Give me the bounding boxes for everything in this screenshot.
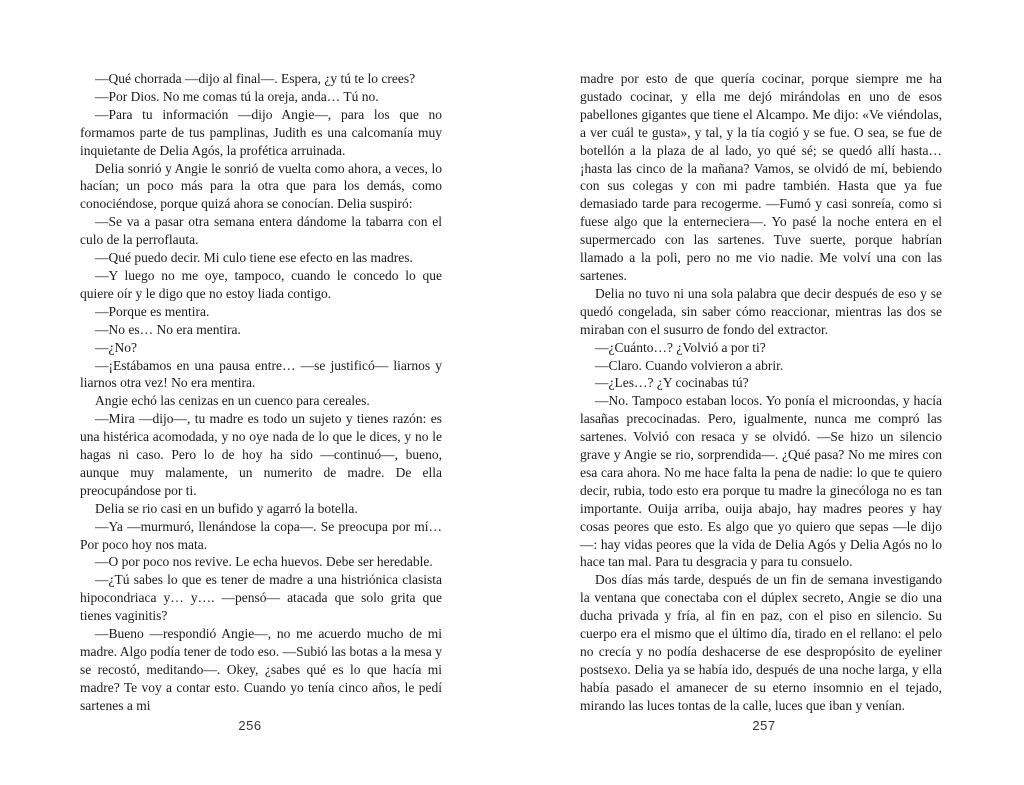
left-page-text: [80, 70, 442, 715]
paragraph: —¡Estábamos en una pausa entre… —se justificó— liarnos y liarnos otra vez! No era mentira.: [80, 357, 442, 391]
right-page: [512, 0, 1024, 785]
paragraph: Dos días más tarde, después de un fin de semana investigando la ventana que conectaba con el dúplex secreto, Angie se dio una ducha privada y fría, al fin en paz, con el piso en silencio. Su cuerpo era el mismo que el último día, tirado en el rellano: el pelo no crecía y no podía deshacerse de ese despropósito de eyeliner postsexo. Delia ya se había ido, después de una noche larga, y ella había pasado el amanecer de su eterno insomnio en el tejado, mirando las luces tontas de la calle, luces que iban y venían.: [580, 572, 942, 713]
paragraph: —¿Tú sabes lo que es tener de madre a una histriónica clasista hipocondriaca y… y…. —pensó— atacada que solo grita que tienes vaginitis?: [80, 572, 442, 624]
paragraph: Delia se rio casi en un bufido y agarró la botella.: [95, 500, 358, 516]
paragraph: —Claro. Cuando volvieron a abrir.: [595, 357, 784, 373]
paragraph: —Por Dios. No me comas tú la oreja, anda… Tú no.: [95, 88, 379, 104]
paragraph: —¿Les…? ¿Y cocinabas tú?: [595, 375, 749, 391]
paragraph: —¿Cuánto…? ¿Volvió a por ti?: [595, 339, 766, 355]
paragraph: —Y luego no me oye, tampoco, cuando le concedo lo que quiere oír y le digo que no estoy liada contigo.: [80, 267, 442, 301]
paragraph: —Porque es mentira.: [95, 303, 210, 319]
paragraph: —Para tu información —dijo Angie—, para los que no formamos parte de tus pamplinas, Judith es una calcomanía muy inquietante de Delia Agós, la profética arruinada.: [80, 106, 442, 158]
paragraph: —Qué puedo decir. Mi culo tiene ese efecto en las madres.: [95, 250, 413, 266]
right-page-text: [580, 70, 942, 715]
paragraph: —No. Tampoco estaban locos. Yo ponía el microondas, y hacía lasañas precocinadas. Pero, igualmente, nunca me compró las sartenes. Volvió con resaca y se olvidó. —Se hizo un silencio grave y Angie se rio, sorprendida—. ¿Qué pasa? No me mires con esa cara ahora. No me hace falta la pena de nadie: lo que te quiero decir, rubia, todo esto era porque tu madre la ginecóloga no es tan importante. Ouija arriba, ouija abajo, hay madres peores y hay cosas peores que esto. Es algo que yo quiero que sepas —le dijo—: hay vidas peores que la vida de Delia Agós y Delia Agós no lo hace tan mal. Para tu desgracia y para tu consuelo.: [580, 393, 942, 570]
page-number: 257: [752, 718, 776, 733]
paragraph: —Qué chorrada —dijo al final—. Espera, ¿y tú te lo crees?: [95, 71, 416, 86]
paragraph: Delia sonrió y Angie le sonrió de vuelta como ahora, a veces, lo hacían; un poco más para la otra que para los demás, como conociéndose, porque quizá ahora se conocían. Delia suspiró:: [80, 160, 442, 212]
paragraph: —Se va a pasar otra semana entera dándome la tabarra con el culo de la perroflauta.: [80, 214, 442, 248]
paragraph: —Ya —murmuró, llenándose la copa—. Se preocupa por mí… Por poco hoy nos mata.: [80, 518, 442, 552]
paragraph: —Bueno —respondió Angie—, no me acuerdo mucho de mi madre. Algo podía tener de todo eso. —Subió las botas a la mesa y se recostó, meditando—. Okey, ¿sabes qué es lo que hacía mi madre? Te voy a contar esto. Cuando yo tenía cinco años, le pedí sartenes a mi: [80, 626, 442, 713]
paragraph-continued: madre por esto de que quería cocinar, porque siempre me ha gustado cocinar, y ella me dejó mirándolas en uno de esos pabellones gigantes que tiene el Alcampo. Me dijo: «Ve viéndolas, a ver cuál te gusta», y tal, y la tía cogió y se fue. O sea, se fue de botellón a la plaza de al lado, yo qué sé; se quedó allí hasta… ¡hasta las cinco de la mañana? Vamos, se olvidó de mí, bebiendo con sus colegas y con mi padre también. Hasta que ya fue demasiado tarde para recogerme. —Fumó y casi sonreía, como si fuese algo que la enterneciera—. Yo pasé la noche entera en el supermercado con las sartenes. Tuve suerte, porque habrían llamado a la poli, pero no me vio nadie. Me volví una con las sartenes.: [580, 71, 942, 283]
paragraph: —O por poco nos revive. Le echa huevos. Debe ser heredable.: [95, 554, 433, 570]
paragraph: Delia no tuvo ni una sola palabra que decir después de eso y se quedó congelada, sin saber cómo reaccionar, mientras las dos se miraban con el susurro de fondo del extractor.: [580, 285, 942, 337]
page-number: 256: [238, 718, 262, 733]
paragraph: Angie echó las cenizas en un cuenco para cereales.: [95, 393, 370, 409]
paragraph: —No es… No era mentira.: [95, 321, 241, 337]
paragraph: —Mira —dijo—, tu madre es todo un sujeto y tienes razón: es una histérica acomodada, y no oye nada de lo que le dices, y no le hagas ni caso. Pero lo de hoy ha sido —continuó—, bueno, aunque muy malamente, un numerito de madre. De ella preocupándose por ti.: [80, 411, 442, 498]
paragraph: —¿No?: [95, 339, 137, 355]
